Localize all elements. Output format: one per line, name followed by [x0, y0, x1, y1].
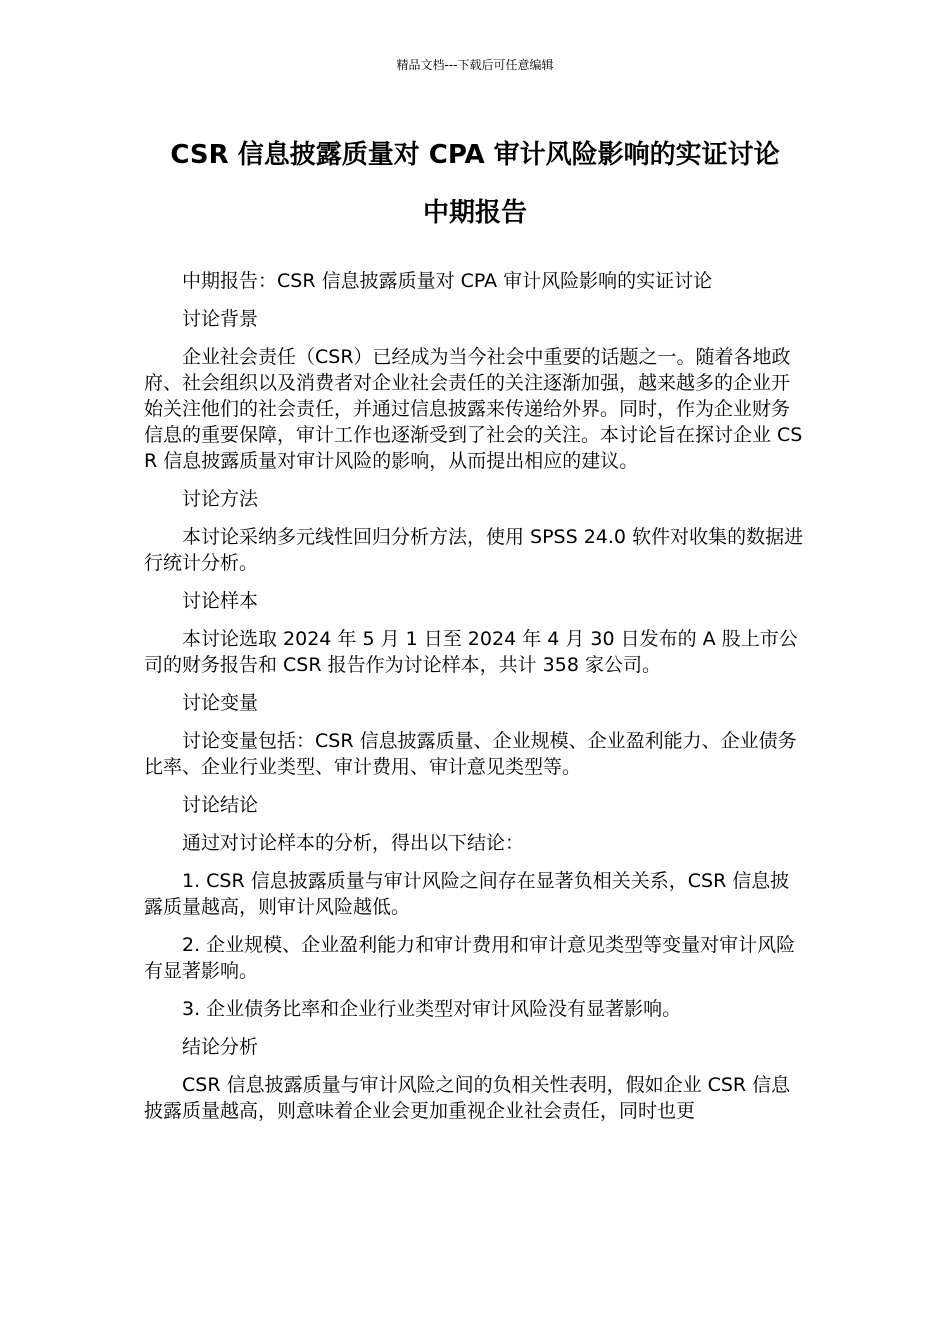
- analysis-paragraph: CSR 信息披露质量与审计风险之间的负相关性表明，假如企业 CSR 信息披露质量越高，则意味着企业会更加重视企业社会责任，同时也更: [144, 1074, 791, 1122]
- section-heading-variables: 讨论变量: [182, 692, 259, 714]
- document-title: CSR 信息披露质量对 CPA 审计风险影响的实证讨论: [170, 140, 780, 170]
- variables-paragraph: 讨论变量包括：CSR 信息披露质量、企业规模、企业盈利能力、企业债务比率、企业行业类型、审计费用、审计意见类型等。: [144, 730, 797, 778]
- section-heading-sample: 讨论样本: [182, 590, 259, 612]
- section-heading-method: 讨论方法: [182, 488, 259, 510]
- conclusion-intro: 通过对讨论样本的分析，得出以下结论：: [182, 832, 525, 854]
- page-header: 精品文档---下载后可任意编辑: [396, 58, 554, 72]
- method-paragraph: 本讨论采纳多元线性回归分析方法，使用 SPSS 24.0 软件对收集的数据进行统计分析。: [144, 526, 804, 574]
- background-paragraph: 企业社会责任（CSR）已经成为当今社会中重要的话题之一。随着各地政府、社会组织以及消费者对企业社会责任的关注逐渐加强，越来越多的企业开始关注他们的社会责任，并通过信息披露来传递给外界。同时，作为企业财务信息的重要保障，审计工作也逐渐受到了社会的关注。本讨论旨在探讨企业 CSR 信息披露质量对审计风险的影响，从而提出相应的建议。: [144, 346, 803, 472]
- document-subtitle: 中期报告: [422, 198, 527, 228]
- intro-line: 中期报告：CSR 信息披露质量对 CPA 审计风险影响的实证讨论: [182, 270, 713, 292]
- conclusion-item-3: 3. 企业债务比率和企业行业类型对审计风险没有显著影响。: [182, 998, 682, 1020]
- section-heading-conclusion: 讨论结论: [182, 794, 259, 816]
- section-heading-analysis: 结论分析: [182, 1036, 259, 1058]
- document-body: [144, 268, 806, 1136]
- conclusion-item-1: 1. CSR 信息披露质量与审计风险之间存在显著负相关关系，CSR 信息披露质量越高，则审计风险越低。: [144, 870, 790, 918]
- section-heading-background: 讨论背景: [182, 308, 259, 330]
- conclusion-item-2: 2. 企业规模、企业盈利能力和审计费用和审计意见类型等变量对审计风险有显著影响。: [144, 934, 796, 982]
- sample-paragraph: 本讨论选取 2024 年 5 月 1 日至 2024 年 4 月 30 日发布的 A 股上市公司的财务报告和 CSR 报告作为讨论样本，共计 358 家公司。: [144, 628, 798, 676]
